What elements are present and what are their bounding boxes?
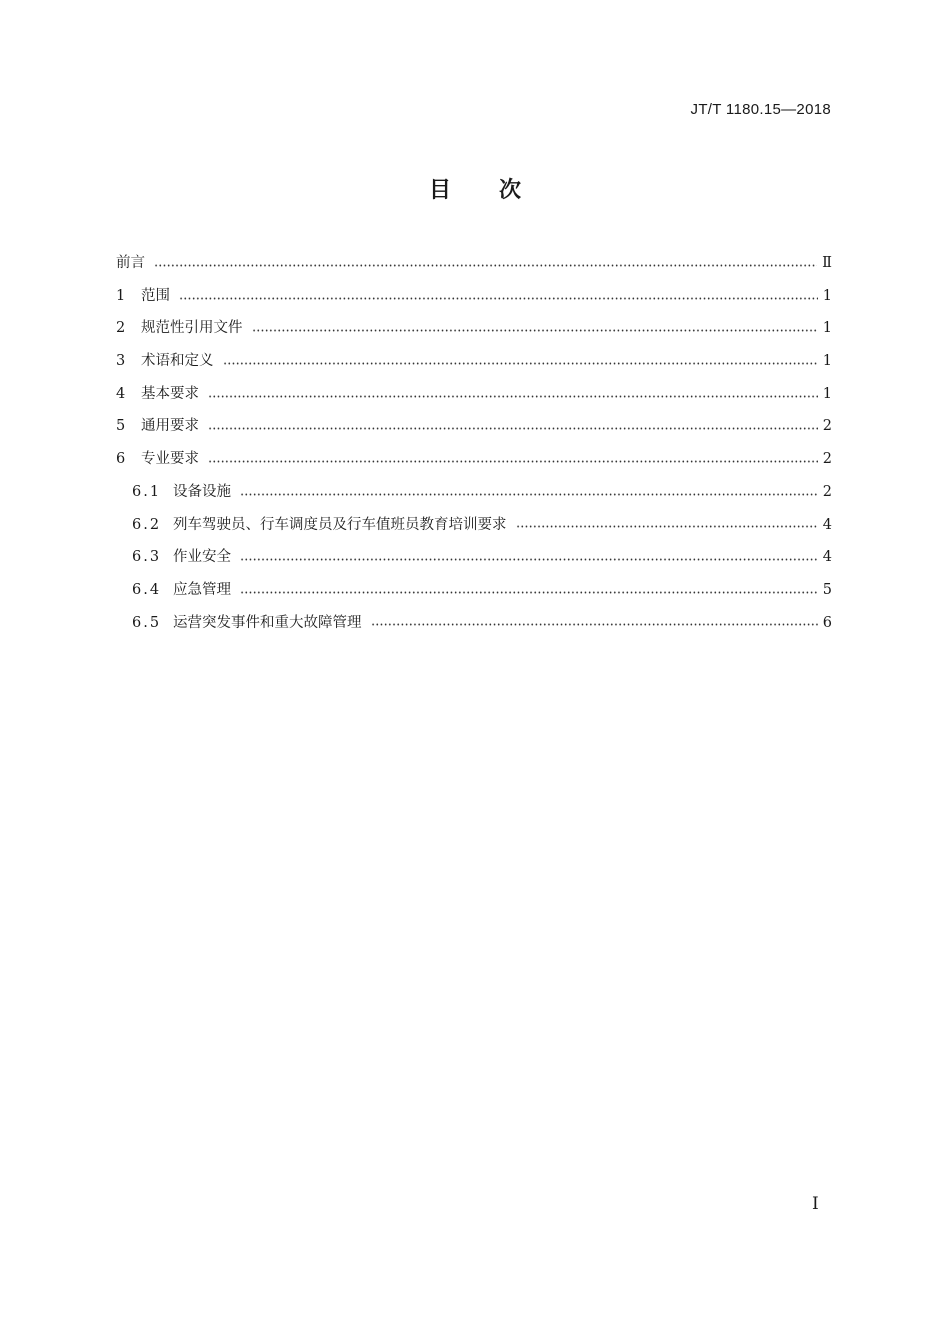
- toc-entry-6-5[interactable]: [116, 607, 832, 640]
- toc-entry-2[interactable]: [116, 312, 832, 345]
- toc-leader-dots: [208, 395, 818, 398]
- toc-entry-text: 范围: [141, 287, 170, 304]
- toc-entry-number: 3: [116, 353, 126, 370]
- toc-entry-page: 2: [822, 483, 832, 500]
- toc-entry-page: 4: [822, 516, 832, 533]
- toc-leader-dots: [240, 558, 818, 561]
- toc-entry-text: 专业要求: [141, 451, 199, 468]
- toc-entry-number: 6.5: [132, 614, 162, 631]
- toc-entry-5[interactable]: [116, 410, 832, 443]
- toc-entry-number: 4: [116, 385, 126, 402]
- toc-entry-6-3[interactable]: [116, 541, 832, 574]
- toc-entry-page: 1: [822, 320, 832, 337]
- toc-leader-dots: [240, 591, 818, 594]
- table-of-contents: [116, 247, 832, 639]
- toc-entry-text: 作业安全: [173, 549, 231, 566]
- toc-entry-6-4[interactable]: [116, 574, 832, 607]
- toc-leader-dots: [252, 329, 818, 332]
- toc-entry-3[interactable]: [116, 345, 832, 378]
- toc-entry-number: 6.1: [132, 483, 162, 500]
- toc-entry-page: 1: [822, 385, 832, 402]
- toc-entry-page: Ⅱ: [822, 255, 832, 271]
- toc-entry-4[interactable]: [116, 378, 832, 411]
- toc-entry-number: 6.4: [132, 581, 162, 598]
- toc-entry-text: 设备设施: [173, 483, 231, 500]
- toc-leader-dots: [208, 460, 818, 463]
- toc-entry-text: 通用要求: [141, 418, 199, 435]
- toc-leader-dots: [208, 427, 818, 430]
- toc-leader-dots: [240, 493, 818, 496]
- toc-entry-number: 1: [116, 287, 126, 304]
- toc-entry-text: 术语和定义: [141, 353, 214, 370]
- toc-entry-foreword[interactable]: [116, 247, 832, 280]
- page-title: 目次: [428, 178, 569, 203]
- toc-entry-page: 5: [822, 581, 832, 598]
- toc-leader-dots: [516, 525, 818, 528]
- toc-leader-dots: [223, 362, 818, 365]
- toc-entry-text: 前言: [116, 255, 145, 271]
- toc-entry-number: 6.2: [132, 516, 162, 533]
- toc-entry-number: 5: [116, 418, 126, 435]
- toc-leader-dots: [154, 264, 817, 267]
- toc-entry-number: 2: [116, 320, 126, 337]
- toc-leader-dots: [371, 623, 818, 626]
- toc-entry-6-1[interactable]: [116, 476, 832, 509]
- toc-entry-1[interactable]: [116, 280, 832, 313]
- toc-entry-6-2[interactable]: [116, 509, 832, 542]
- toc-entry-number: 6.3: [132, 549, 162, 566]
- toc-entry-page: 1: [822, 287, 832, 304]
- toc-entry-page: 1: [822, 353, 832, 370]
- document-code: JT/T 1180.15—2018: [690, 101, 831, 118]
- toc-entry-number: 6: [116, 451, 126, 468]
- toc-entry-text: 应急管理: [173, 581, 231, 598]
- toc-entry-text: 运营突发事件和重大故障管理: [173, 614, 362, 631]
- toc-entry-page: 6: [822, 614, 832, 631]
- toc-leader-dots: [179, 297, 818, 300]
- toc-entry-text: 基本要求: [141, 385, 199, 402]
- toc-entry-text: 列车驾驶员、行车调度员及行车值班员教育培训要求: [173, 516, 507, 533]
- toc-entry-page: 2: [822, 418, 832, 435]
- toc-entry-page: 4: [822, 549, 832, 566]
- page-number: I: [812, 1194, 819, 1214]
- toc-entry-page: 2: [822, 451, 832, 468]
- toc-entry-6[interactable]: [116, 443, 832, 476]
- toc-entry-text: 规范性引用文件: [141, 320, 243, 337]
